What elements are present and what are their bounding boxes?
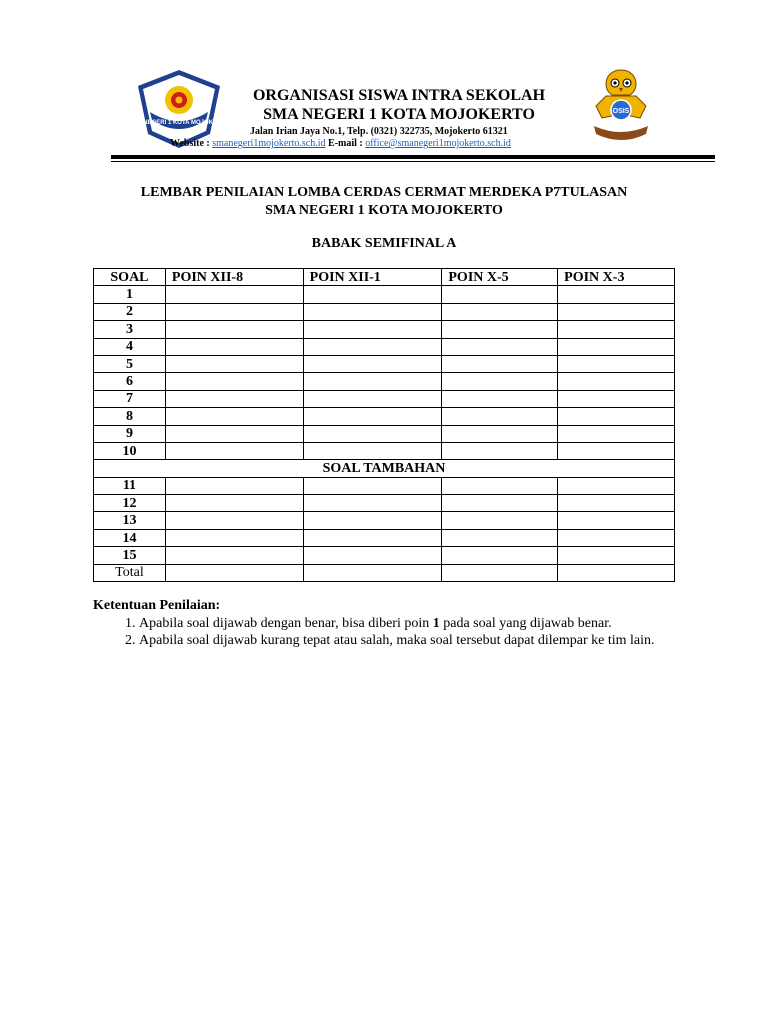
score-cell[interactable] [558, 442, 675, 459]
score-cell[interactable] [442, 547, 558, 564]
table-row [94, 529, 675, 546]
score-cell[interactable] [165, 390, 303, 407]
score-cell[interactable] [165, 425, 303, 442]
score-cell[interactable] [558, 321, 675, 338]
round-title: BABAK SEMIFINAL A [311, 236, 457, 251]
score-cell[interactable] [558, 373, 675, 390]
score-table [93, 268, 675, 582]
score-cell[interactable] [165, 286, 303, 303]
score-cell[interactable] [303, 286, 442, 303]
score-cell[interactable] [165, 408, 303, 425]
score-cell[interactable] [303, 425, 442, 442]
total-label: Total [94, 564, 166, 581]
score-cell[interactable] [165, 442, 303, 459]
score-cell[interactable] [442, 512, 558, 529]
score-cell[interactable] [558, 495, 675, 512]
score-cell[interactable] [165, 564, 303, 581]
rule-point-value: 1 [432, 616, 440, 631]
rule-item [139, 615, 683, 632]
extra-rows [94, 477, 675, 564]
score-cell[interactable] [303, 390, 442, 407]
table-row [94, 338, 675, 355]
question-number: 8 [94, 408, 166, 425]
score-cell[interactable] [303, 529, 442, 546]
svg-text:SMA NEGERI 1 KOTA MOJOKERTO: SMA NEGERI 1 KOTA MOJOKERTO [128, 120, 230, 126]
question-number: 15 [94, 547, 166, 564]
question-number: 2 [94, 303, 166, 320]
score-cell[interactable] [165, 338, 303, 355]
contact-line [170, 138, 511, 149]
document-title: LEMBAR PENILAIAN LOMBA CERDAS CERMAT MERDEKA P7TULASAN [140, 185, 628, 200]
score-cell[interactable] [303, 564, 442, 581]
score-cell[interactable] [442, 425, 558, 442]
header-divider-thick [111, 155, 715, 159]
score-cell[interactable] [165, 373, 303, 390]
score-cell[interactable] [442, 408, 558, 425]
question-number: 1 [94, 286, 166, 303]
score-cell[interactable] [558, 425, 675, 442]
column-header: POIN X-3 [558, 269, 675, 286]
question-number: 6 [94, 373, 166, 390]
column-header: SOAL [94, 269, 166, 286]
table-row [94, 442, 675, 459]
website-link[interactable]: smanegeri1mojokerto.sch.id [212, 138, 326, 149]
header-divider-thin [111, 161, 715, 162]
score-cell[interactable] [442, 564, 558, 581]
question-number: 3 [94, 321, 166, 338]
question-number: 13 [94, 512, 166, 529]
score-cell[interactable] [442, 390, 558, 407]
score-cell[interactable] [558, 355, 675, 372]
score-cell[interactable] [558, 338, 675, 355]
score-cell[interactable] [165, 477, 303, 494]
score-cell[interactable] [165, 547, 303, 564]
school-address: Jalan Irian Jaya No.1, Telp. (0321) 322735, Mojokerto 61321 [250, 126, 508, 137]
extra-section-label: SOAL TAMBAHAN [94, 460, 675, 477]
table-row [94, 408, 675, 425]
organization-name: ORGANISASI SISWA INTRA SEKOLAH [252, 87, 546, 104]
table-row [94, 425, 675, 442]
table-row [94, 477, 675, 494]
rules-list [93, 615, 683, 649]
score-cell[interactable] [558, 547, 675, 564]
score-cell[interactable] [303, 477, 442, 494]
score-cell[interactable] [303, 495, 442, 512]
score-cell[interactable] [442, 529, 558, 546]
question-number: 14 [94, 529, 166, 546]
score-cell[interactable] [303, 547, 442, 564]
table-row [94, 355, 675, 372]
score-cell[interactable] [303, 338, 442, 355]
email-label: E-mail : [328, 138, 363, 149]
score-cell[interactable] [558, 390, 675, 407]
question-number: 7 [94, 390, 166, 407]
website-label: Website : [170, 138, 210, 149]
score-cell[interactable] [303, 373, 442, 390]
score-cell[interactable] [558, 477, 675, 494]
column-header: POIN X-5 [442, 269, 558, 286]
score-cell[interactable] [442, 355, 558, 372]
score-cell[interactable] [558, 512, 675, 529]
question-number: 11 [94, 477, 166, 494]
question-number: 12 [94, 495, 166, 512]
score-cell[interactable] [442, 338, 558, 355]
rule-text: pada soal yang dijawab benar. [439, 616, 612, 631]
column-header: POIN XII-8 [165, 269, 303, 286]
score-cell[interactable] [558, 286, 675, 303]
question-number: 4 [94, 338, 166, 355]
question-number: 9 [94, 425, 166, 442]
score-cell[interactable] [303, 442, 442, 459]
score-cell[interactable] [303, 321, 442, 338]
table-row [94, 286, 675, 303]
score-cell[interactable] [165, 495, 303, 512]
score-cell[interactable] [442, 303, 558, 320]
table-row [94, 512, 675, 529]
column-header: POIN XII-1 [303, 269, 442, 286]
document-subtitle: SMA NEGERI 1 KOTA MOJOKERTO [265, 203, 503, 218]
score-cell[interactable] [442, 321, 558, 338]
svg-text:OSIS: OSIS [612, 108, 630, 115]
score-cell[interactable] [165, 303, 303, 320]
question-number: 10 [94, 442, 166, 459]
score-cell[interactable] [165, 355, 303, 372]
rule-item: 2. Apabila soal dijawab kurang tepat atau salah, maka soal tersebut dapat dilempar ke tim lain. [139, 632, 683, 649]
main-rows [94, 286, 675, 460]
table-row [94, 390, 675, 407]
score-cell[interactable] [165, 321, 303, 338]
score-cell[interactable] [558, 408, 675, 425]
score-cell[interactable] [558, 564, 675, 581]
score-cell[interactable] [303, 303, 442, 320]
extra-section [94, 460, 675, 477]
rules-heading: Ketentuan Penilaian: [93, 598, 221, 613]
score-cell[interactable] [303, 355, 442, 372]
table-row [94, 303, 675, 320]
email-link[interactable]: office@smanegeri1mojokerto.sch.id [365, 138, 511, 149]
score-cell[interactable] [442, 495, 558, 512]
score-cell[interactable] [558, 529, 675, 546]
score-cell[interactable] [558, 303, 675, 320]
score-cell[interactable] [442, 286, 558, 303]
school-name: SMA NEGERI 1 KOTA MOJOKERTO [263, 106, 535, 123]
table-header-row [94, 269, 675, 286]
score-cell[interactable] [442, 477, 558, 494]
table-row [94, 495, 675, 512]
table-row [94, 547, 675, 564]
total-section [94, 564, 675, 581]
score-cell[interactable] [303, 512, 442, 529]
total-row [94, 564, 675, 581]
score-cell[interactable] [442, 442, 558, 459]
score-cell[interactable] [165, 529, 303, 546]
table-row [94, 321, 675, 338]
score-cell[interactable] [165, 512, 303, 529]
score-cell[interactable] [442, 373, 558, 390]
extra-header-row [94, 460, 675, 477]
score-cell[interactable] [303, 408, 442, 425]
question-number: 5 [94, 355, 166, 372]
rule-text: Apabila soal dijawab dengan benar, bisa diberi poin [139, 616, 433, 631]
table-row [94, 373, 675, 390]
